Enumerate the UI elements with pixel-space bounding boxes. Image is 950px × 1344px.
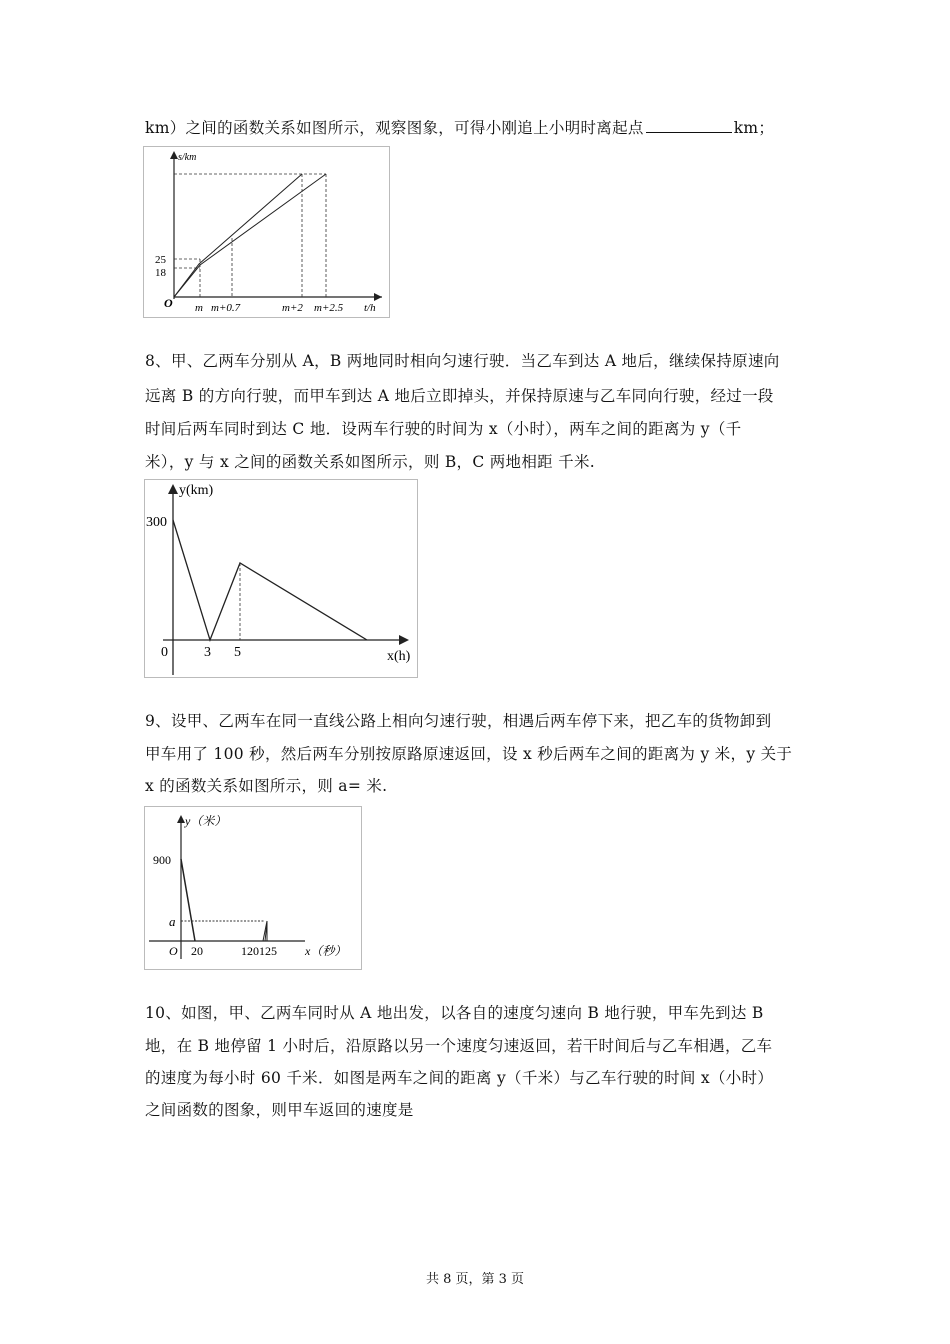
q8-line-2: 远离 B 的方向行驶，而甲车到达 A 地后立即掉头，并保持原速与乙车同向行驶，经过一段 — [145, 387, 774, 405]
x-tick-3: 3 — [204, 645, 211, 660]
q9-line-2: 甲车用了 100 秒，然后两车分别按原路原速返回，设 x 秒后两车之间的距离为 y 米，y 关于 — [145, 745, 793, 763]
q8-line-4: 米），y 与 x 之间的函数关系如图所示，则 B，C 两地相距 千米. — [145, 453, 595, 471]
y-axis-arrow — [168, 484, 178, 494]
x-tick-m: m — [195, 302, 203, 314]
x-tick-5: 5 — [234, 645, 241, 660]
origin-label: O — [169, 944, 178, 958]
q7-text: km）之间的函数关系如图所示，观察图象，可得小刚追上小明时离起点 — [145, 119, 644, 137]
y-tick-a: a — [169, 914, 176, 929]
x-tick-20: 20 — [191, 944, 203, 958]
q10-line-2: 地，在 B 地停留 1 小时后，沿原路以另一个速度匀速返回，若干时间后与乙车相遇，乙车 — [145, 1037, 773, 1055]
q8-line-3: 时间后两车同时到达 C 地．设两车行驶的时间为 x（小时），两车之间的距离为 y（千 — [145, 420, 742, 438]
y-tick-25: 25 — [155, 254, 166, 266]
series-line-b — [174, 174, 326, 297]
x-axis-arrow — [399, 635, 409, 645]
figure-distance-seconds — [144, 806, 362, 970]
series-line — [181, 859, 195, 941]
origin-label: 0 — [161, 645, 168, 660]
answer-blank — [646, 118, 732, 133]
q10-line-3: 的速度为每小时 60 千米．如图是两车之间的距离 y（千米）与乙车行驶的时间 x（小时） — [145, 1069, 774, 1087]
y-tick-900: 900 — [153, 853, 171, 867]
q9-line-3: x 的函数关系如图所示，则 a= 米. — [145, 777, 388, 795]
x-axis-label: x（秒） — [305, 944, 347, 958]
q10-line-1: 10、如图，甲、乙两车同时从 A 地出发，以各自的速度匀速向 B 地行驶，甲车先到达 B — [145, 1004, 764, 1022]
y-tick-300: 300 — [146, 515, 167, 530]
x-axis-arrow — [374, 293, 382, 301]
guide-lines — [174, 174, 326, 297]
y-axis-label: y（米） — [185, 814, 227, 828]
q7-line-1 — [145, 118, 774, 138]
return-segment — [263, 921, 267, 941]
q7-unit: km； — [733, 119, 775, 137]
q8-line-1: 8、甲、乙两车分别从 A，B 两地同时相向匀速行驶．当乙车到达 A 地后，继续保持原速向 — [145, 352, 780, 370]
x-axis-label: t/h — [364, 302, 376, 314]
y-tick-18: 18 — [155, 267, 166, 279]
x-tick-m2: m+2 — [282, 302, 303, 314]
figure-distance-hours — [144, 479, 418, 678]
x-tick-m07: m+0.7 — [211, 302, 241, 314]
q10-line-4: 之间函数的图象，则甲车返回的速度是 — [145, 1101, 414, 1119]
y-axis-arrow — [177, 815, 185, 823]
x-tick-120-125: 120125 — [241, 944, 277, 958]
figure-distance-time — [143, 146, 390, 318]
y-axis-label: y(km) — [179, 483, 214, 498]
y-axis-label: s/km — [178, 152, 197, 163]
y-axis-arrow — [170, 151, 178, 159]
origin-label: O — [164, 296, 173, 310]
q9-line-1: 9、设甲、乙两车在同一直线公路上相向匀速行驶，相遇后两车停下来，把乙车的货物卸到 — [145, 712, 772, 730]
x-axis-label: x(h) — [387, 649, 411, 664]
series-line-a — [174, 174, 302, 297]
x-tick-m25: m+2.5 — [314, 302, 344, 314]
series-line — [173, 520, 367, 640]
page-footer: 共 8 页，第 3 页 — [425, 1272, 525, 1287]
